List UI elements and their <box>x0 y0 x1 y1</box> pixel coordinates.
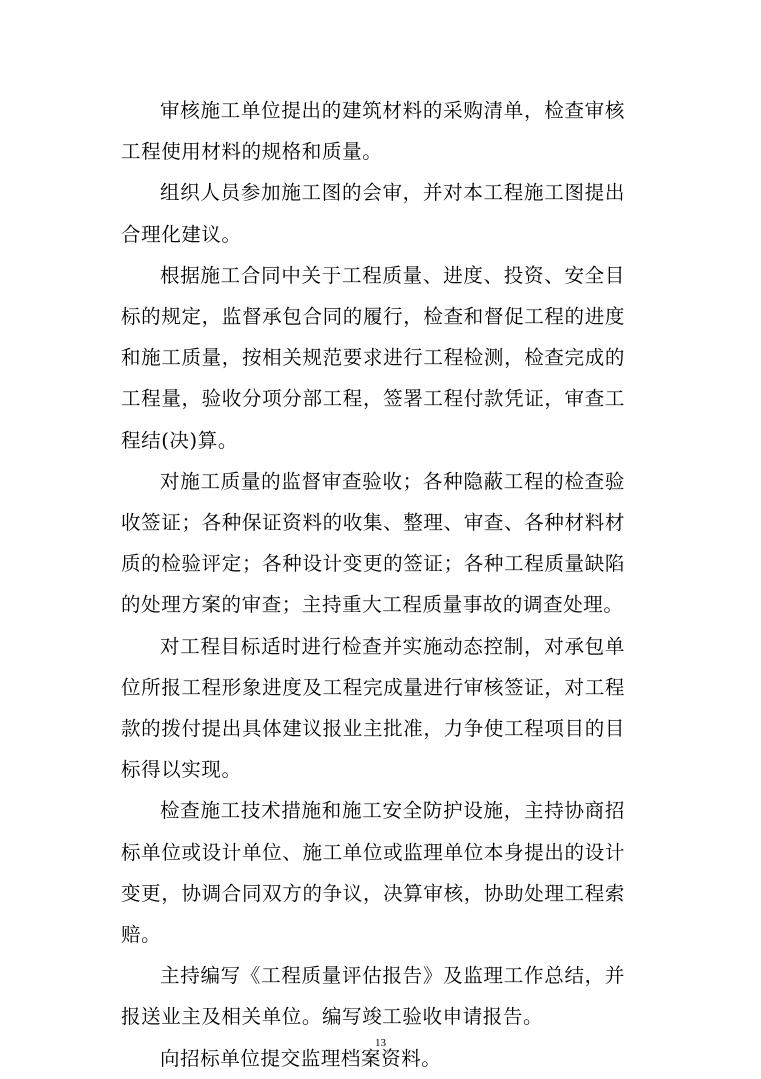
paragraph-material-review: 审核施工单位提出的建筑材料的采购清单，检查审核工程使用材料的规格和质量。 <box>121 99 625 164</box>
paragraph-drawing-review: 组织人员参加施工图的会审，并对本工程施工图提出合理化建议。 <box>121 181 625 246</box>
paragraph-safety-measures: 检查施工技术措施和施工安全防护设施，主持协商招标单位或设计单位、施工单位或监理单位本身提出的设计变更，协调合同双方的争议，决算审核，协助处理工程索赔。 <box>121 799 625 947</box>
paragraph-quality-report: 主持编写《工程质量评估报告》及监理工作总结，并报送业主及相关单位。编写竣工验收申请报告。 <box>121 964 625 1029</box>
paragraph-contract-supervision: 根据施工合同中关于工程质量、进度、投资、安全目标的规定，监督承包合同的履行，检查和督促工程的进度和施工质量，按相关规范要求进行工程检测，检查完成的工程量，验收分项分部工程，签署工程付款凭证，审查工程结(决)算。 <box>121 263 625 452</box>
paragraph-quality-inspection: 对施工质量的监督审查验收；各种隐蔽工程的检查验收签证；各种保证资料的收集、整理、审查、各种材料材质的检验评定；各种设计变更的签证；各种工程质量缺陷的处理方案的审查；主持重大工程质量事故的调查处理。 <box>121 469 625 617</box>
paragraph-dynamic-control: 对工程目标适时进行检查并实施动态控制，对承包单位所报工程形象进度及工程完成量进行审核签证，对工程款的拨付提出具体建议报业主批准，力争使工程项目的目标得以实现。 <box>121 634 625 782</box>
paragraph-archive-submission: 向招标单位提交监理档案资料。 <box>160 1046 442 1070</box>
document-body <box>121 90 625 1079</box>
page-number: 13 <box>375 1037 386 1049</box>
